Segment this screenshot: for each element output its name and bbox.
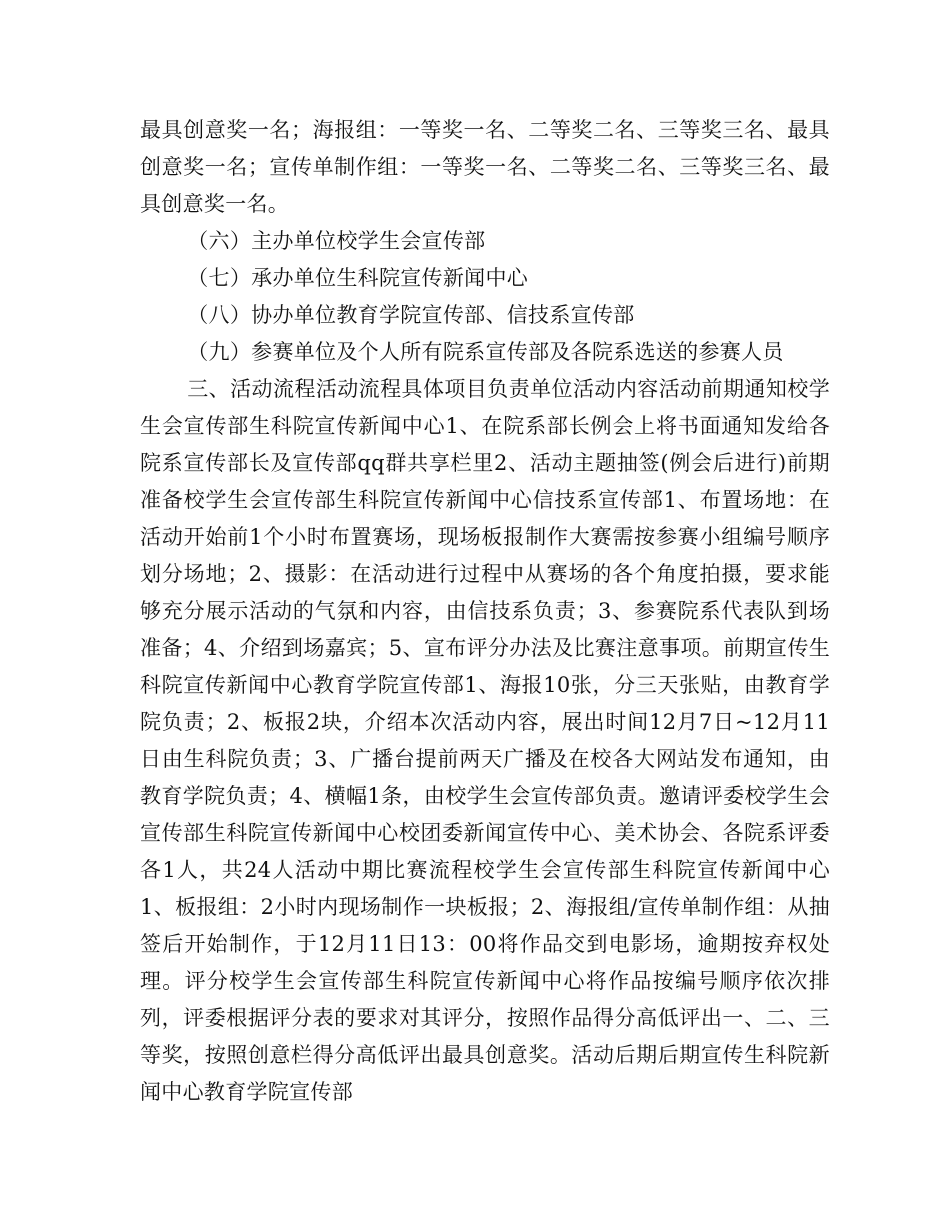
paragraph-award-list: 最具创意奖一名；海报组：一等奖一名、二等奖二名、三等奖三名、最具创意奖一名；宣传单制作组：一等奖一名、二等奖二名、三等奖三名、最具创意奖一名。 [140,118,830,216]
paragraph-participants: （九）参赛单位及个人所有院系宣传部及各院系选送的参赛人员 [187,340,784,364]
paragraph-co-organizer: （八）协办单位教育学院宣传部、信技系宣传部 [187,303,635,327]
paragraph-activity-process: 三、活动流程活动流程具体项目负责单位活动内容活动前期通知校学生会宣传部生科院宣传新闻中心1、在院系部长例会上将书面通知发给各院系宣传部长及宣传部qq群共享栏里2、活动主题抽签(例会后进行)前期准备校学生会宣传部生科院宣传新闻中心信技系宣传部1、布置场地：在活动开始前1个小时布置赛场，现场板报制作大赛需按参赛小组编号顺序划分场地；2、摄影：在活动进行过程中从赛场的各个角度拍摄，要求能够充分展示活动的气氛和内容，由信技系负责；3、参赛院系代表队到场准备；4、介绍到场嘉宾；5、宣布评分办法及比赛注意事项。前期宣传生科院宣传新闻中心教育学院宣传部1、海报10张，分三天张贴，由教育学院负责；2、板报2块，介绍本次活动内容，展出时间12月7日~12月11日由生科院负责；3、广播台提前两天广播及在校各大网站发布通知，由教育学院负责；4、横幅1条，由校学生会宣传部负责。邀请评委校学生会宣传部生科院宣传新闻中心校团委新闻宣传中心、美术协会、各院系评委各1人，共24人活动中期比赛流程校学生会宣传部生科院宣传新闻中心1、板报组：2小时内现场制作一块板报；2、海报组/宣传单制作组：从抽签后开始制作，于12月11日13：00将作品交到电影场，逾期按弃权处理。评分校学生会宣传部生科院宣传新闻中心将作品按编号顺序依次排列，评委根据评分表的要求对其评分，按照作品得分高低评出一、二、三等奖，按照创意栏得分高低评出最具创意奖。活动后期后期宣传生科院新闻中心教育学院宣传部 [140,377,830,1104]
paragraph-host: （七）承办单位生科院宣传新闻中心 [187,266,529,290]
document-body [140,112,830,1111]
paragraph-organizer: （六）主办单位校学生会宣传部 [187,229,486,253]
